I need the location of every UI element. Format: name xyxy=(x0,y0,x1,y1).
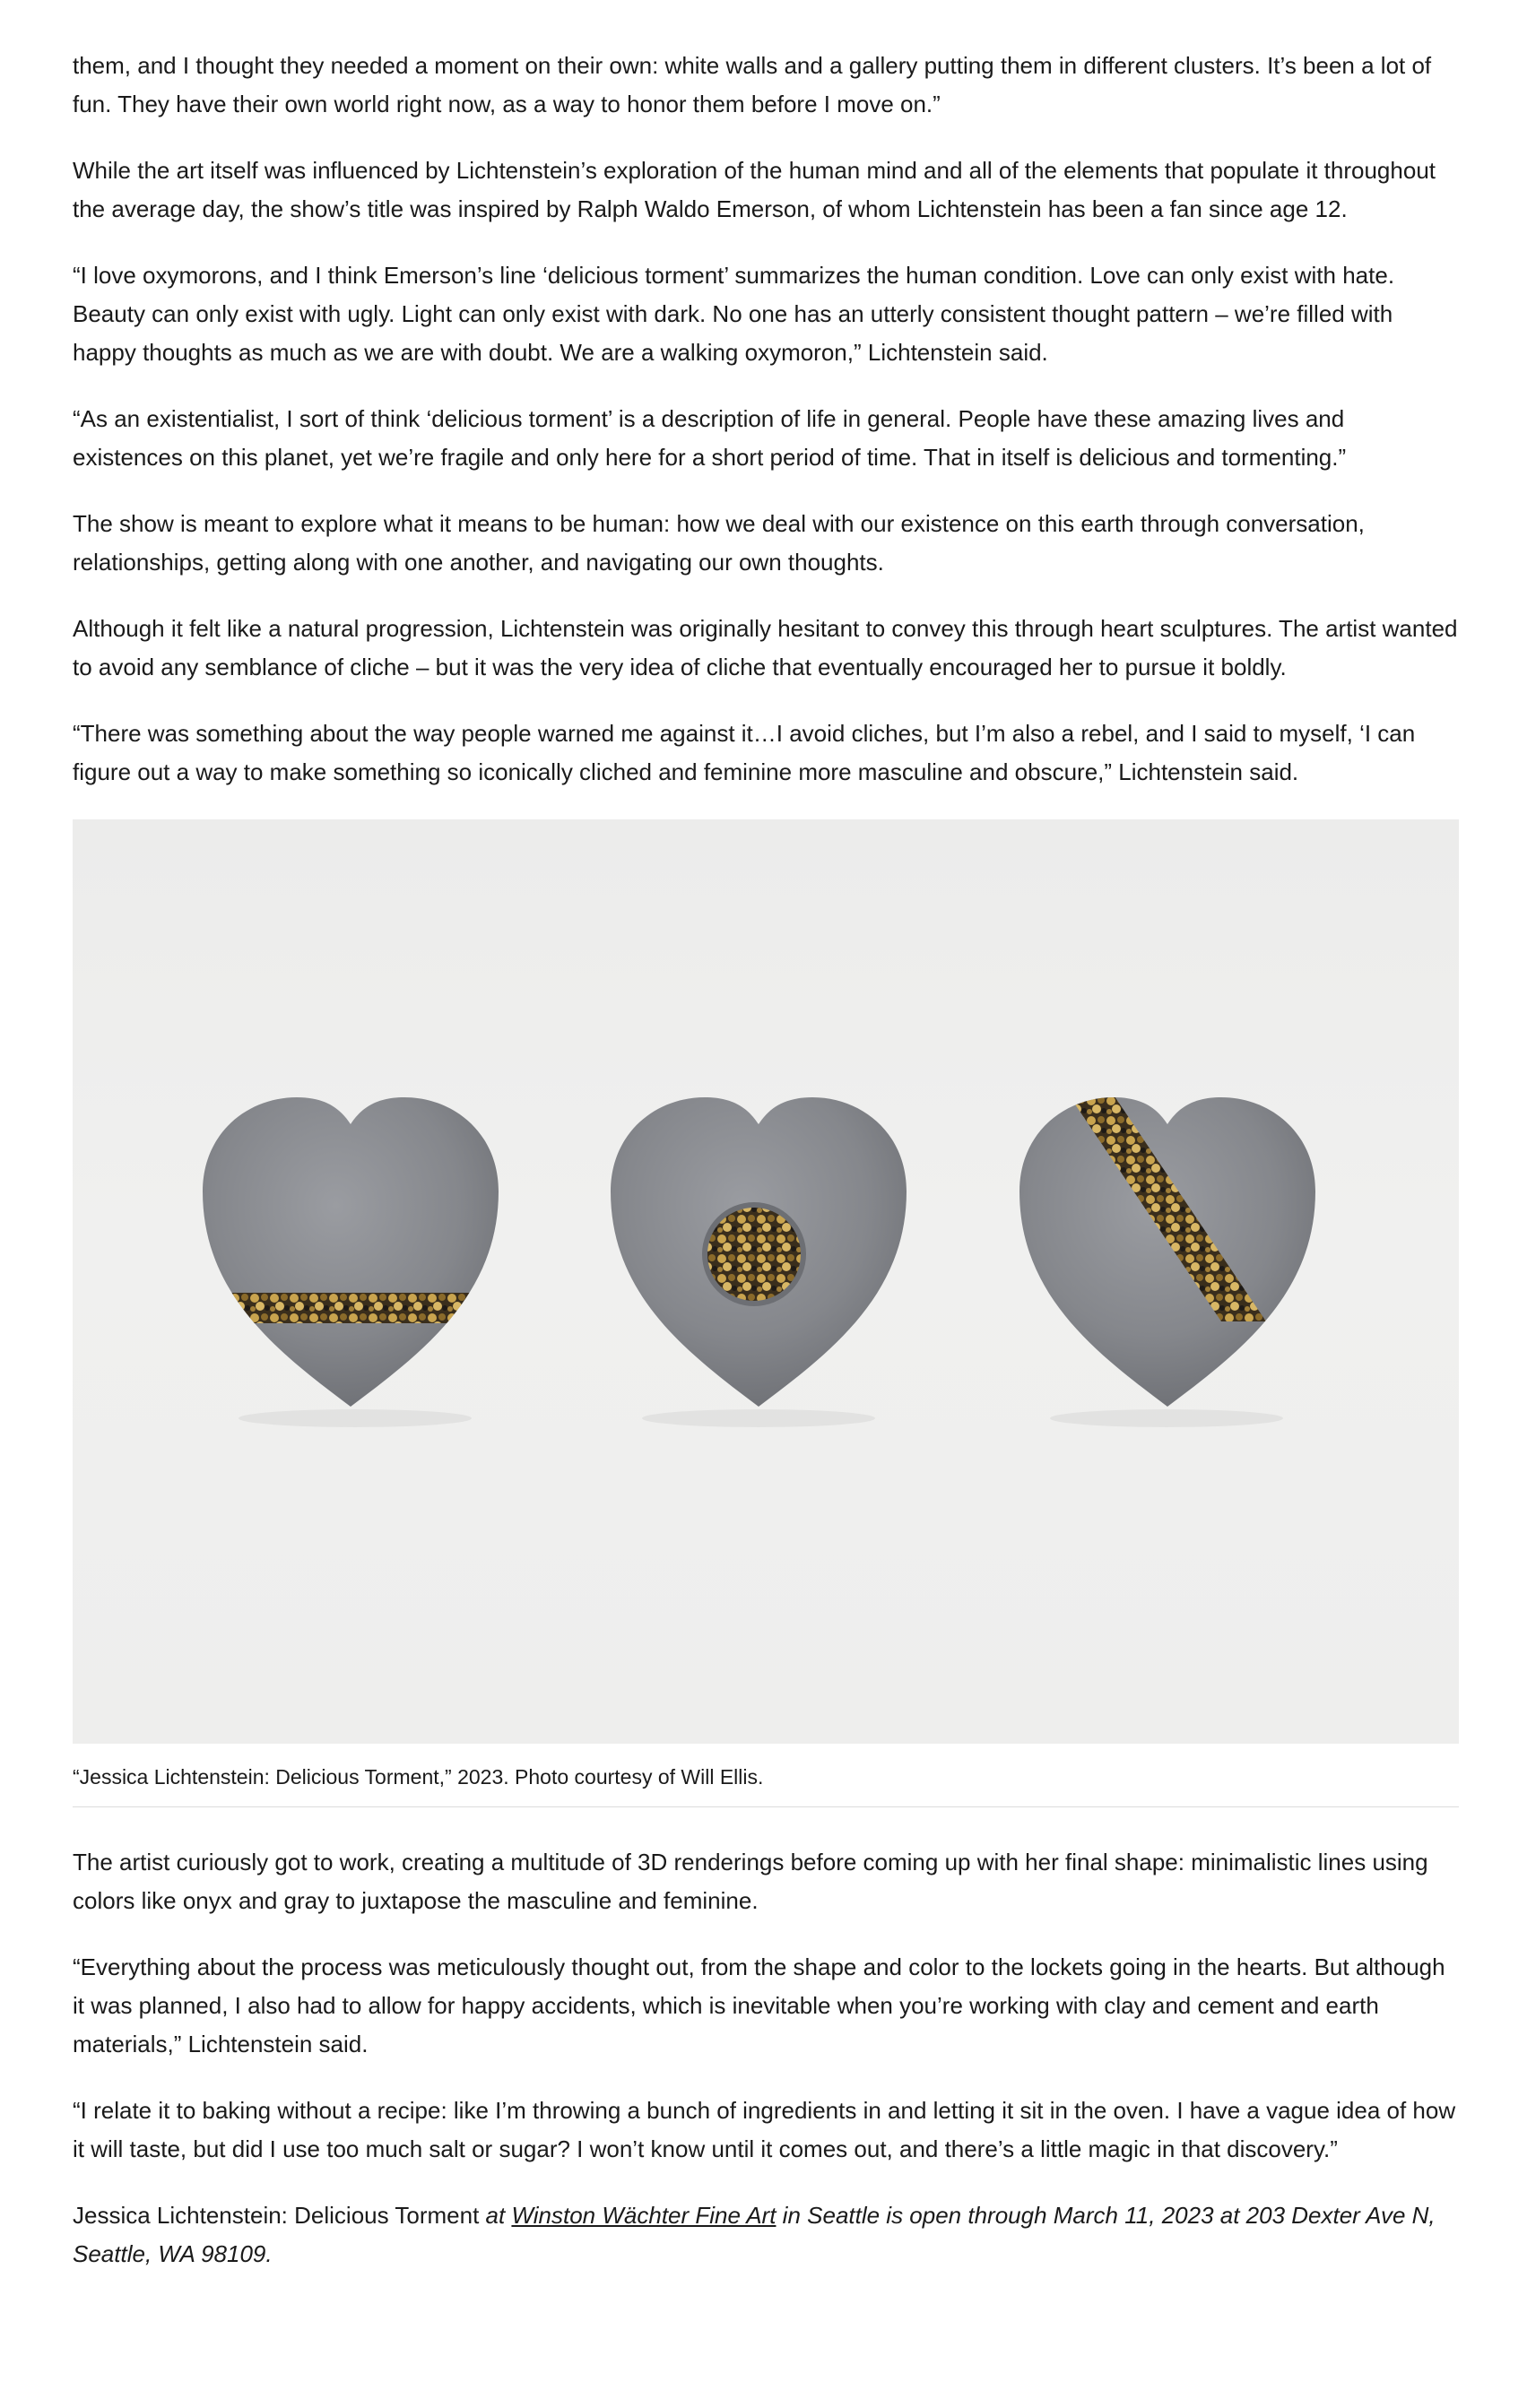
exhibition-dates: in Seattle is open through March 11 xyxy=(776,2202,1150,2229)
heart-shadow xyxy=(1050,1409,1283,1427)
exhibition-info xyxy=(73,2196,1459,2274)
heart-sculpture-diagonal-band xyxy=(1019,1088,1315,1407)
article-paragraph: “As an existentialist, I sort of think ‘delicious torment’ is a description of life in general. People have these amazing lives and existences on this planet, yet we’re fragile and only here for a short period of time. That in itself is delicious and tormenting.” xyxy=(73,405,1347,471)
article-paragraph: them, and I thought they needed a moment on their own: white walls and a gallery putting them in different clusters. It’s been a lot of fun. They have their own world right now, as a way to honor them before I move on.” xyxy=(73,52,1432,117)
heart-sculpture-round-locket xyxy=(611,1097,907,1407)
show-title: Jessica Lichtenstein: Delicious Torment xyxy=(73,2202,480,2229)
hearts-illustration xyxy=(73,819,1459,1744)
article-paragraph: The artist curiously got to work, creating a multitude of 3D renderings before coming up with her final shape: minimalistic lines using colors like onyx and gray to juxtapose the masculine and feminine. xyxy=(73,1849,1428,1914)
heart-shadow xyxy=(239,1409,472,1427)
article-paragraph: Although it felt like a natural progression, Lichtenstein was originally hesitant to convey this through heart sculptures. The artist wanted to avoid any semblance of cliche – but it was the very idea of cliche that eventually encouraged her to pursue it boldly. xyxy=(73,615,1458,680)
article-paragraph: “I love oxymorons, and I think Emerson’s line ‘delicious torment’ summarizes the human condition. Love can only exist with hate. Beauty can only exist with ugly. Light can only exist with dark. No one has an utterly consistent thought pattern – we’re filled with happy thoughts as much as we are with doubt. We are a walking oxymoron,” Lichtenstein said. xyxy=(73,262,1395,366)
heart-shadow xyxy=(642,1409,875,1427)
article-paragraph: “There was something about the way people warned me against it…I avoid cliches, but I’m also a rebel, and I said to myself, ‘I can figure out a way to make something so iconically cliched and feminine more masculine and obscure,” Lichtenstein said. xyxy=(73,720,1416,785)
gallery-link[interactable]: Winston Wächter Fine Art xyxy=(511,2202,777,2229)
exhibition-at: at xyxy=(479,2202,512,2229)
artwork-figure xyxy=(73,819,1459,1807)
exhibition-address: 2023 at 203 Dexter Ave N, Seattle, WA 98109. xyxy=(73,2202,1436,2267)
article-body xyxy=(73,47,1459,2301)
hearts-sculpture-photo xyxy=(73,819,1459,1744)
article-paragraph: “Everything about the process was meticulously thought out, from the shape and color to the lockets going in the hearts. But although it was planned, I also had to allow for happy accidents, which is inevitable when you’re working with clay and cement and earth materials,” Lichtenstein said. xyxy=(73,1953,1445,2057)
heart-sculpture-horizontal-band xyxy=(198,1097,503,1407)
photo-caption: “Jessica Lichtenstein: Delicious Torment,” 2023. Photo courtesy of Will Ellis. xyxy=(73,1744,1459,1807)
article-paragraph: The show is meant to explore what it means to be human: how we deal with our existence on this earth through conversation, relationships, getting along with one another, and navigating our own thoughts. xyxy=(73,510,1365,576)
article-paragraph: While the art itself was influenced by Lichtenstein’s exploration of the human mind and all of the elements that populate it throughout the average day, the show’s title was inspired by Ralph Waldo Emerson, of whom Lichtenstein has been a fan since age 12. xyxy=(73,157,1436,222)
article-paragraph: “I relate it to baking without a recipe: like I’m throwing a bunch of ingredients in and letting it sit in the oven. I have a vague idea of how it will taste, but did I use too much salt or sugar? I won’t know until it comes out, and there’s a little magic in that discovery.” xyxy=(73,2097,1456,2162)
exhibition-comma: , xyxy=(1149,2202,1156,2229)
